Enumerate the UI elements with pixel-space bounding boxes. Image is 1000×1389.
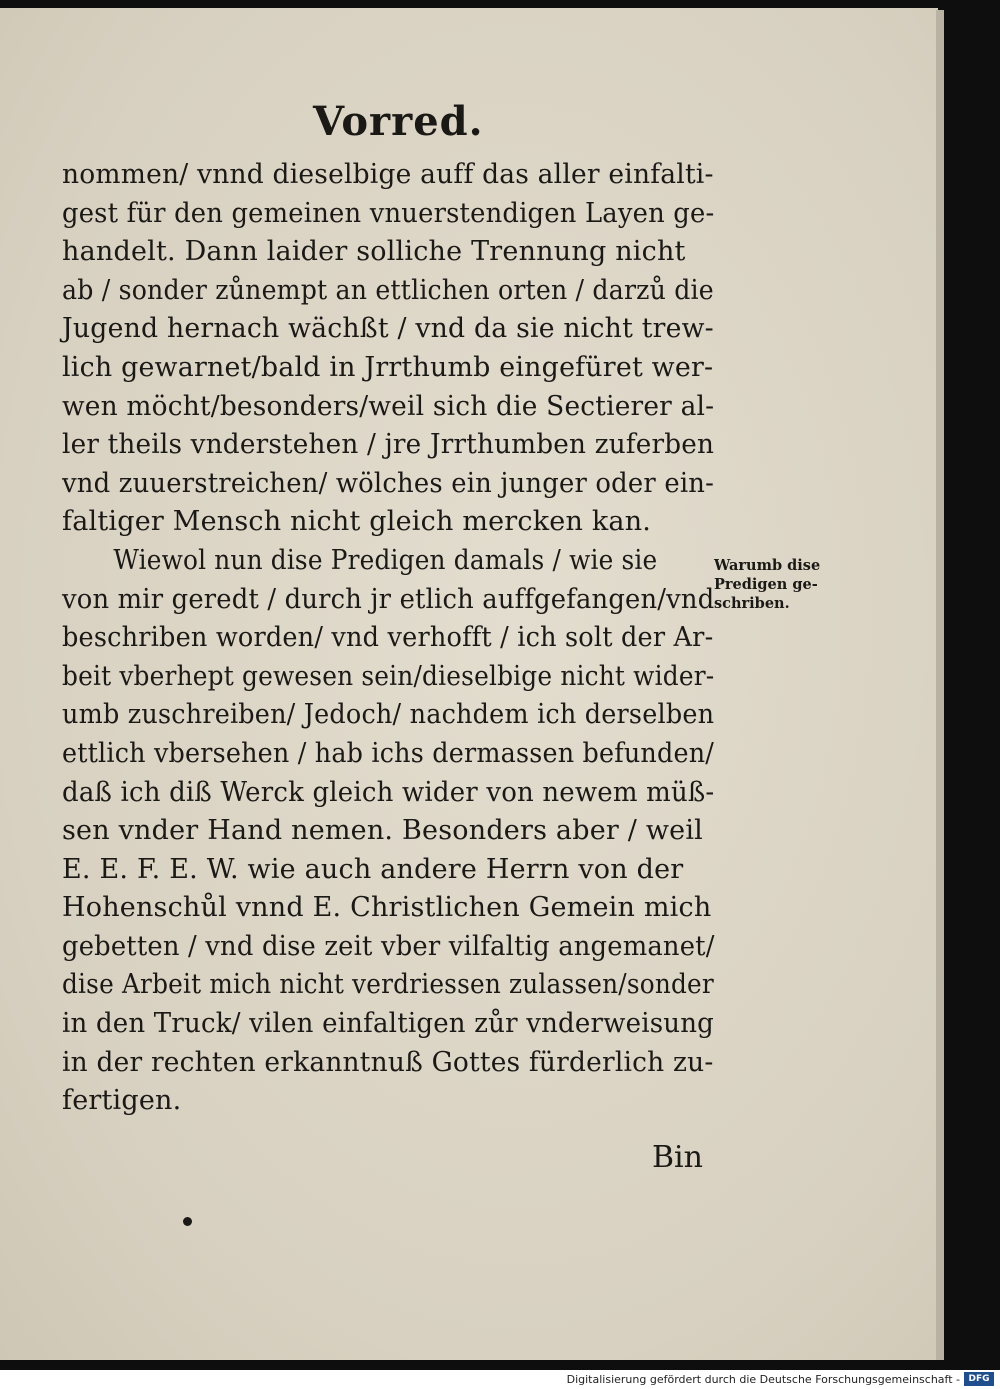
text-line: E. E. F. E. W. wie auch andere Herrn von der xyxy=(62,853,684,885)
text-line: gest für den gemeinen vnuerstendigen Layen ge- xyxy=(62,197,715,229)
text-line: von mir geredt / durch jr etlich auffgefangen/vnd xyxy=(62,583,715,615)
running-header: Vorred. xyxy=(313,98,484,145)
dfg-logo-icon: DFG xyxy=(964,1372,994,1386)
text-line: gebetten / vnd dise zeit vber vilfaltig angemanet/ xyxy=(62,930,715,962)
text-line: ler theils vnderstehen / jre Jrrthumben zuferben xyxy=(62,429,715,461)
text-line: fertigen. xyxy=(62,1085,182,1117)
text-line: nommen/ vnnd dieselbige auff das aller einfalti- xyxy=(62,159,714,190)
text-line: sen vnder Hand nemen. Besonders aber / weil xyxy=(62,815,704,847)
text-line: beit vberhept gewesen sein/dieselbige nicht wider- xyxy=(62,660,715,692)
text-line: ab / sonder zůnempt an ettlichen orten / darzů die xyxy=(62,274,714,306)
ink-dot xyxy=(183,1217,192,1226)
page-edge xyxy=(936,10,944,1360)
marginal-note-line: Warumb dise xyxy=(714,557,821,574)
text-line: daß ich diß Werck gleich wider von newem müß- xyxy=(62,776,715,808)
body-text xyxy=(62,156,722,1121)
text-line: umb zuschreiben/ Jedoch/ nachdem ich derselben xyxy=(62,699,715,731)
text-line: faltiger Mensch nicht gleich mercken kan. xyxy=(62,506,652,538)
marginal-note-line: schriben. xyxy=(714,595,790,612)
text-line: lich gewarnet/bald in Jrrthumb eingefüret wer- xyxy=(62,351,714,383)
text-line: Jugend hernach wächßt / vnd da sie nicht trew- xyxy=(62,313,714,345)
catchword: Bin xyxy=(652,1140,703,1175)
text-line: Wiewol nun dise Predigen damals / wie sie xyxy=(113,544,658,576)
footer-credit: Digitalisierung gefördert durch die Deutsche Forschungsgemeinschaft - xyxy=(566,1373,960,1386)
text-line: Hohenschůl vnnd E. Christlichen Gemein mich xyxy=(62,892,712,924)
text-line: beschriben worden/ vnd verhofft / ich solt der Ar- xyxy=(62,622,714,654)
text-line: in den Truck/ vilen einfaltigen zůr vnderweisung xyxy=(62,1008,715,1040)
text-line: ettlich vbersehen / hab ichs dermassen befunden/ xyxy=(62,737,715,769)
marginal-note-line: Predigen ge- xyxy=(714,576,818,593)
text-line: vnd zuuerstreichen/ wölches ein junger oder ein- xyxy=(62,467,715,499)
text-line: handelt. Dann laider solliche Trennung nicht xyxy=(62,236,686,268)
text-line: in der rechten erkanntnuß Gottes fürderlich zu- xyxy=(62,1046,714,1078)
text-line: wen möcht/besonders/weil sich die Sectierer al- xyxy=(62,390,715,422)
footer-bar xyxy=(0,1370,1000,1389)
marginal-note xyxy=(714,556,854,613)
text-line: dise Arbeit mich nicht verdriessen zulassen/sonder xyxy=(62,969,714,1001)
